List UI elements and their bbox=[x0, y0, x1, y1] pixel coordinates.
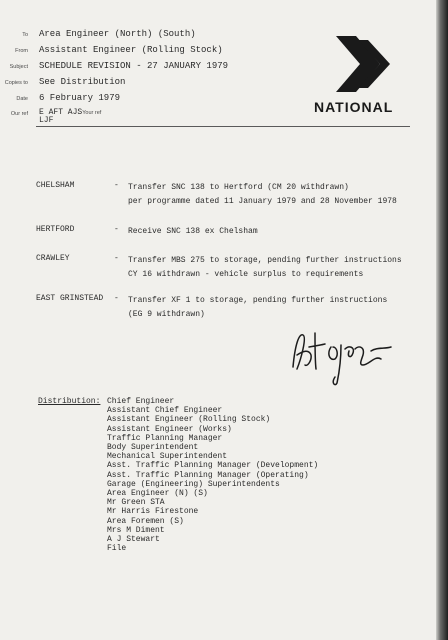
entry-text bbox=[128, 181, 397, 209]
list-item: Asst. Traffic Planning Manager (Development) bbox=[107, 461, 319, 471]
list-item: Mr Harris Firestone bbox=[107, 507, 199, 517]
list-item: Mrs M Diment bbox=[107, 525, 165, 535]
entry-place: CHELSHAM bbox=[36, 181, 75, 190]
entry-line: Receive SNC 138 ex Chelsham bbox=[128, 227, 258, 236]
list-item: Assistant Engineer (Works) bbox=[107, 424, 232, 434]
entry-line: per programme dated 11 January 1979 and 28 November 1978 bbox=[128, 197, 397, 206]
distribution-label-text: Distribution: bbox=[38, 397, 101, 406]
entry-text bbox=[128, 294, 387, 322]
entry-place: HERTFORD bbox=[36, 225, 75, 234]
entry-dash: - bbox=[114, 225, 119, 234]
entry-line: (EG 9 withdrawn) bbox=[128, 310, 205, 319]
entry-place: CRAWLEY bbox=[36, 254, 70, 263]
list-item: Body Superintendent bbox=[107, 443, 199, 453]
double-chevron-logo-icon bbox=[334, 34, 398, 94]
page-edge-shadow bbox=[436, 0, 448, 640]
to-label: To bbox=[22, 32, 28, 38]
date-label: Date bbox=[16, 96, 28, 102]
ref2-value: LJF bbox=[39, 116, 54, 125]
list-item: Asst. Traffic Planning Manager (Operating) bbox=[107, 470, 309, 480]
to-value: Area Engineer (North) (South) bbox=[39, 29, 196, 39]
distribution-label bbox=[38, 397, 100, 406]
ref-label: Our ref bbox=[10, 111, 28, 117]
entry-line: Transfer SNC 138 to Hertford (CM 20 withdrawn) bbox=[128, 183, 349, 192]
entry-line: CY 16 withdrawn - vehicle surplus to requirements bbox=[128, 270, 364, 279]
copies-label: Copies to bbox=[4, 80, 28, 86]
list-item: Assistant Engineer (Rolling Stock) bbox=[107, 415, 271, 425]
distribution-list bbox=[107, 397, 318, 553]
our-ref-value: E AFT AJS bbox=[39, 108, 83, 117]
entry-text bbox=[128, 225, 258, 239]
entry-text bbox=[128, 254, 402, 282]
list-item: Chief Engineer bbox=[107, 397, 175, 406]
copies-value: See Distribution bbox=[39, 77, 126, 87]
list-item: Area Foremen (S) bbox=[107, 516, 184, 526]
list-item: Mr Green STA bbox=[107, 498, 165, 508]
list-item: Area Engineer (N) (S) bbox=[107, 489, 208, 499]
entry-line: Transfer XF 1 to storage, pending further instructions bbox=[128, 296, 388, 305]
date-value: 6 February 1979 bbox=[39, 93, 121, 103]
list-item: Garage (Engineering) Superintendents bbox=[107, 479, 280, 489]
entry-place: EAST GRINSTEAD bbox=[36, 294, 104, 303]
your-ref-label: Your ref bbox=[82, 110, 102, 116]
entry-dash: - bbox=[114, 254, 119, 263]
from-value: Assistant Engineer (Rolling Stock) bbox=[39, 45, 223, 55]
list-item: Traffic Planning Manager bbox=[107, 433, 223, 443]
list-item: Mechanical Superintendent bbox=[107, 452, 228, 462]
handwritten-signature bbox=[285, 325, 400, 390]
list-item: File bbox=[107, 544, 127, 554]
entry-line: Transfer MBS 275 to storage, pending further instructions bbox=[128, 256, 402, 265]
brand-name: NATIONAL bbox=[314, 99, 394, 115]
from-label: From bbox=[15, 48, 28, 54]
subject-label: Subject bbox=[9, 64, 28, 70]
list-item: A J Stewart bbox=[107, 535, 160, 545]
entry-dash: - bbox=[114, 181, 119, 190]
list-item: Assistant Chief Engineer bbox=[107, 406, 223, 416]
entry-dash: - bbox=[114, 294, 119, 303]
subject-value: SCHEDULE REVISION - 27 JANUARY 1979 bbox=[39, 61, 229, 71]
header-divider bbox=[36, 126, 410, 127]
